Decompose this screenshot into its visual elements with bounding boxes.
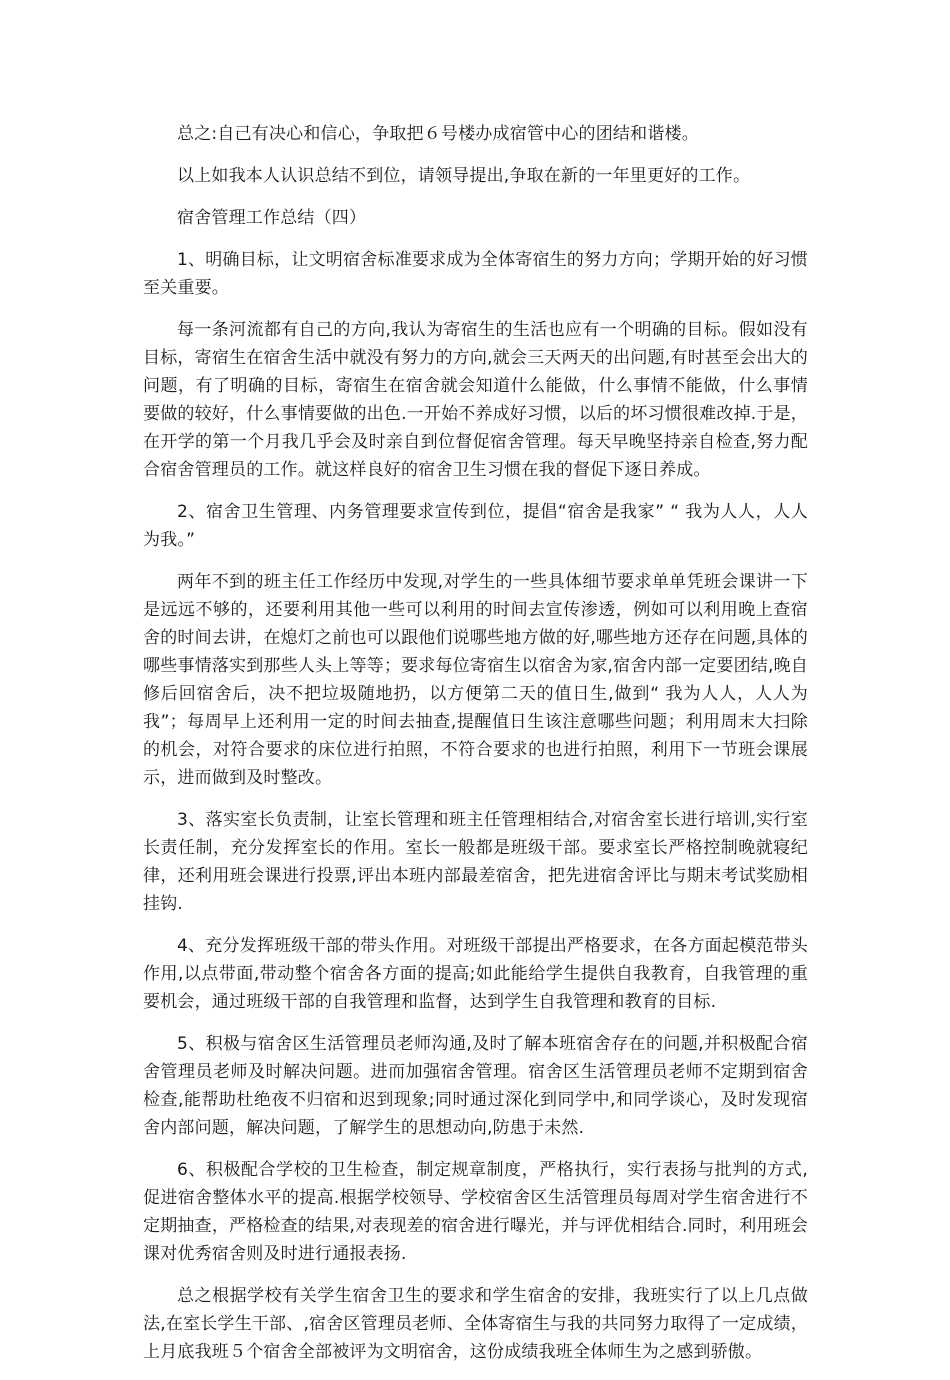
paragraph-point-2-detail: 两年不到的班主任工作经历中发现,对学生的一些具体细节要求单单凭班会课讲一下是远远不够的，还要利用其他一些可以利用的时间去宣传渗透，例如可以利用晚上查宿舍的时间去讲，在熄灯之前也可以跟他们说哪些地方做的好,哪些地方还存在问题,具体的哪些事情落实到那些人头上等等；要求每位寄宿生以宿舍为家,宿舍内部一定要团结,晚自修后回宿舍后，决不把垃圾随地扔，以方便第二天的值日生,做到“ 我为人人，人人为我”；每周早上还利用一定的时间去抽查,提醒值日生该注意哪些问题；利用周末大扫除的机会，对符合要求的床位进行拍照，不符合要求的也进行拍照，利用下一节班会课展示，进而做到及时整改。: [143, 572, 808, 788]
paragraph-closing-request: 以上如我本人认识总结不到位，请领导提出,争取在新的一年里更好的工作。: [177, 166, 751, 186]
paragraph-point-4: 4、充分发挥班级干部的带头作用。对班级干部提出严格要求，在各方面起模范带头作用,以点带面,带动整个宿舍各方面的提高;如此能给学生提供自我教育，自我管理的重要机会，通过班级干部的自我管理和监督，达到学生自我管理和教育的目标.: [143, 936, 808, 1012]
section-heading: 宿舍管理工作总结（四）: [177, 208, 367, 228]
paragraph-summary: 总之根据学校有关学生宿舍卫生的要求和学生宿舍的安排，我班实行了以上几点做法,在室长学生干部、,宿舍区管理员老师、全体寄宿生与我的共同努力取得了一定成绩，上月底我班５个宿舍全部被评为文明宿舍，这份成绩我班全体师生为之感到骄傲。: [143, 1286, 808, 1362]
paragraph-point-1-detail: 每一条河流都有自己的方向,我认为寄宿生的生活也应有一个明确的目标。假如没有目标，寄宿生在宿舍生活中就没有努力的方向,就会三天两天的出问题,有时甚至会出大的问题，有了明确的目标，寄宿生在宿舍就会知道什么能做，什么事情不能做，什么事情要做的较好，什么事情要做的出色.一开始不养成好习惯，以后的坏习惯很难改掉.于是，在开学的第一个月我几乎会及时亲自到位督促宿舍管理。每天早晚坚持亲自检查,努力配合宿舍管理员的工作。就这样良好的宿舍卫生习惯在我的督促下逐日养成。: [143, 320, 808, 480]
paragraph-point-1: 1、明确目标，让文明宿舍标准要求成为全体寄宿生的努力方向；学期开始的好习惯至关重要。: [143, 250, 808, 298]
paragraph-point-6: 6、积极配合学校的卫生检查，制定规章制度，严格执行，实行表扬与批判的方式,促进宿舍整体水平的提高.根据学校领导、学校宿舍区生活管理员每周对学生宿舍进行不定期抽查，严格检查的结果,对表现差的宿舍进行曝光，并与评优相结合.同时，利用班会课对优秀宿舍则及时进行通报表扬.: [143, 1160, 808, 1264]
paragraph-point-2: 2、宿舍卫生管理、内务管理要求宣传到位，提倡“宿舍是我家” “ 我为人人，人人为我。”: [143, 502, 808, 550]
paragraph-point-3: 3、落实室长负责制，让室长管理和班主任管理相结合,对宿舍室长进行培训,实行室长责任制，充分发挥室长的作用。室长一般都是班级干部。要求室长严格控制晚就寝纪律，还利用班会课进行投票,评出本班内部最差宿舍，把先进宿舍评比与期末考试奖励相挂钩.: [143, 810, 808, 914]
paragraph-point-5: 5、积极与宿舍区生活管理员老师沟通,及时了解本班宿舍存在的问题,并积极配合宿舍管理员老师及时解决问题。进而加强宿舍管理。宿舍区生活管理员老师不定期到宿舍检查,能帮助杜绝夜不归宿和迟到现象;同时通过深化到同学中,和同学谈心，及时发现宿舍内部问题，解决问题，了解学生的思想动向,防患于未然.: [143, 1034, 808, 1138]
paragraph-conclusion: 总之:自己有决心和信心，争取把６号楼办成宿管中心的团结和谐楼。: [177, 124, 699, 144]
document-body: [143, 120, 808, 1380]
